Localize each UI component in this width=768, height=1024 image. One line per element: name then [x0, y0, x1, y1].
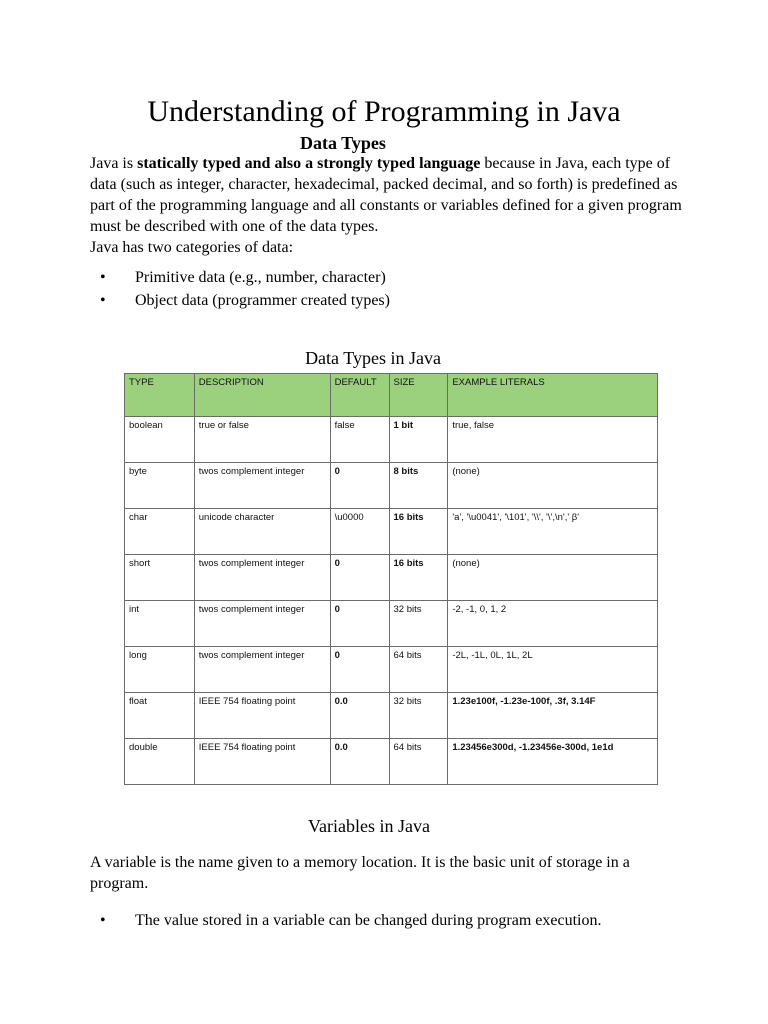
default-cell: 0.0 — [330, 739, 389, 785]
data-types-table — [124, 373, 658, 785]
description-cell: unicode character — [194, 509, 330, 555]
table-row — [125, 555, 658, 601]
table-caption: Data Types in Java — [305, 348, 441, 368]
header-cell: DESCRIPTION — [194, 374, 330, 417]
size-cell: 64 bits — [389, 647, 448, 693]
header-cell: TYPE — [125, 374, 195, 417]
table-row — [125, 739, 658, 785]
default-cell: 0 — [330, 647, 389, 693]
default-cell: 0 — [330, 601, 389, 647]
description-cell: twos complement integer — [194, 463, 330, 509]
type-cell: float — [125, 693, 195, 739]
header-cell: DEFAULT — [330, 374, 389, 417]
variables-heading: Variables in Java — [308, 816, 430, 836]
type-cell: long — [125, 647, 195, 693]
table-row — [125, 693, 658, 739]
table-header-row — [125, 374, 658, 417]
intro-paragraph — [90, 153, 690, 237]
example-cell: true, false — [448, 417, 658, 463]
list-item — [100, 267, 390, 289]
type-cell: short — [125, 555, 195, 601]
table-row — [125, 417, 658, 463]
list-item — [100, 290, 390, 312]
intro-rest: because in Java, each type of data (such as integer, character, hexadecimal, packed decimal, and so forth) is predefined as part of the programming language and all constants or variables defined for a given program must be described with one of the data types. — [90, 155, 682, 235]
description-cell: twos complement integer — [194, 647, 330, 693]
size-cell: 1 bit — [389, 417, 448, 463]
default-cell: \u0000 — [330, 509, 389, 555]
default-cell: 0 — [330, 463, 389, 509]
size-cell: 16 bits — [389, 555, 448, 601]
categories-intro: Java has two categories of data: — [90, 239, 294, 256]
variables-intro: A variable is the name given to a memory location. It is the basic unit of storage in a program. — [90, 854, 630, 892]
description-cell: IEEE 754 floating point — [194, 693, 330, 739]
bullet-icon: • — [100, 269, 106, 286]
list-item-text: Object data (programmer created types) — [135, 292, 390, 309]
table-row — [125, 601, 658, 647]
page-title: Understanding of Programming in Java — [147, 95, 621, 128]
example-cell: -2L, -1L, 0L, 1L, 2L — [448, 647, 658, 693]
size-cell: 32 bits — [389, 693, 448, 739]
example-cell: -2, -1, 0, 1, 2 — [448, 601, 658, 647]
table-row — [125, 463, 658, 509]
list-item — [100, 910, 601, 932]
size-cell: 8 bits — [389, 463, 448, 509]
example-cell: 1.23456e300d, -1.23456e-300d, 1e1d — [448, 739, 658, 785]
example-cell: 1.23e100f, -1.23e-100f, .3f, 3.14F — [448, 693, 658, 739]
bullet-icon: • — [100, 912, 106, 929]
description-cell: twos complement integer — [194, 601, 330, 647]
list-item-text: Primitive data (e.g., number, character) — [135, 269, 386, 286]
default-cell: 0 — [330, 555, 389, 601]
default-cell: false — [330, 417, 389, 463]
size-cell: 16 bits — [389, 509, 448, 555]
list-item-text: The value stored in a variable can be changed during program execution. — [135, 912, 602, 929]
default-cell: 0.0 — [330, 693, 389, 739]
intro-emphasis: statically typed and also a strongly typed language — [137, 155, 481, 172]
header-cell: SIZE — [389, 374, 448, 417]
description-cell: IEEE 754 floating point — [194, 739, 330, 785]
example-cell: (none) — [448, 463, 658, 509]
table-row — [125, 509, 658, 555]
example-cell: (none) — [448, 555, 658, 601]
variables-list — [100, 910, 601, 933]
description-cell: true or false — [194, 417, 330, 463]
type-cell: double — [125, 739, 195, 785]
type-cell: byte — [125, 463, 195, 509]
data-types-heading: Data Types — [300, 133, 386, 153]
bullet-icon: • — [100, 292, 106, 309]
table-row — [125, 647, 658, 693]
type-cell: int — [125, 601, 195, 647]
type-cell: boolean — [125, 417, 195, 463]
intro-lead: Java is — [90, 155, 138, 172]
categories-list — [100, 267, 390, 313]
example-cell: 'a', '\u0041', '\101', '\\', '\',\n',' β' — [448, 509, 658, 555]
description-cell: twos complement integer — [194, 555, 330, 601]
size-cell: 32 bits — [389, 601, 448, 647]
header-cell: EXAMPLE LITERALS — [448, 374, 658, 417]
size-cell: 64 bits — [389, 739, 448, 785]
type-cell: char — [125, 509, 195, 555]
